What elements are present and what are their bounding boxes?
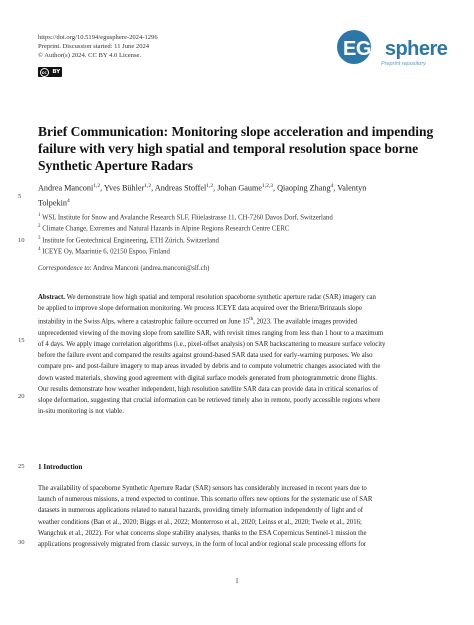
- correspondence: [38, 265, 209, 272]
- intro-line: applications progressively migrated from classic surveys, in the form of local and/or regional scale processing efforts for: [38, 541, 367, 549]
- author-text: , Andreas Stoffel: [151, 183, 207, 193]
- abstract-text: We demonstrate how high spatial and temporal resolution spaceborne synthetic aperture radar (SAR) imagery can: [65, 294, 376, 301]
- cc-by-license-badge[interactable]: [38, 67, 62, 77]
- affiliation-text: WSL Institute for Snow and Avalanche Research SLF, Flüelastrasse 11, CH-7260 Davos Dorf, Switzerland: [42, 214, 333, 222]
- logo-wordmark: [343, 38, 447, 61]
- author-text: , Qiaoping Zhang: [273, 183, 331, 193]
- header-metadata: [38, 33, 158, 61]
- affiliation-item: [38, 234, 333, 245]
- author-text: Tolpekin: [38, 198, 67, 208]
- introduction-body: [38, 483, 440, 550]
- affiliation-text: Climate Change, Extremes and Natural Hazards in Alpine Regions Research Centre CERC: [42, 225, 290, 233]
- ordinal-sup: th: [249, 317, 254, 323]
- intro-line: launch of numerous missions, a trend expected to continue. This scenario offers new options for the systematic use of SAR: [38, 496, 373, 504]
- affiliation-sup: 2: [38, 224, 41, 230]
- abstract-line: before the failure event and compared the results against ground-based SAR data used for early-warning purposes. We also: [38, 352, 373, 360]
- intro-line: The availability of spaceborne Synthetic Aperture Radar (SAR) sensors has considerably increased in recent years due to: [38, 485, 367, 492]
- intro-line: Wangchuk et al., 2022). For what concerns slope stability analyses, thanks to the ESA Copernicus Sentinel-1 mission the: [38, 529, 367, 537]
- author-text: Andrea Manconi: [38, 183, 94, 193]
- abstract-line: be applied to improve slope deformation monitoring. We process ICEYE data acquired over the Brienz/Brinzauls slope: [38, 305, 362, 313]
- correspondence-label: Correspondence to: [38, 265, 90, 272]
- affiliation-list: [38, 211, 333, 257]
- abstract-line: unprecedented viewing of the moving slope from satellite SAR, with revisit times ranging from less than 1 hour to a maximum: [38, 329, 384, 337]
- affiliation-sup: 1,2: [93, 183, 101, 189]
- abstract-line: [38, 292, 440, 303]
- abstract-text: instability in the Swiss Alps, where a catastrophic failure occurred on June 15: [38, 318, 250, 326]
- logo-tagline: Preprint repository: [381, 61, 426, 67]
- affiliation-item: [38, 245, 333, 256]
- abstract-line: in-situ monitoring is not viable.: [38, 408, 124, 416]
- section-heading: [38, 463, 82, 471]
- abstract-text: , 2023. The available images provided: [253, 318, 357, 326]
- cc-icon: cc: [40, 68, 49, 77]
- affiliation-sup: 4: [38, 247, 41, 253]
- egusphere-logo: [337, 30, 448, 72]
- abstract-line: slope deformation, suggesting that crucial information can be retrieved timely also in remote, poorly accessible regions where: [38, 397, 381, 405]
- intro-line: weather conditions (Ban et al., 2020; Biggs et al., 2022; Monterroso et al., 2020; Leinss et al., 2020; Twele et al., 2016;: [38, 518, 362, 526]
- affiliation-item: [38, 222, 333, 233]
- abstract-line: down wasted materials, showing good agreement with digital surface models generated from photogrammetric drone flights.: [38, 374, 377, 382]
- logo-egu: EGU: [343, 38, 385, 60]
- preprint-date: Preprint. Discussion started: 11 June 2024: [38, 43, 150, 51]
- author-line-2: [38, 195, 438, 210]
- author-text: , Valentyn: [333, 183, 367, 193]
- doi-link[interactable]: https://doi.org/10.5194/egusphere-2024-1296: [38, 34, 158, 41]
- affiliation-sup: 1,2: [144, 183, 152, 189]
- line-number: 5: [18, 193, 22, 200]
- by-label: BY: [52, 69, 61, 75]
- author-line-1: [38, 180, 438, 195]
- affiliation-text: Institute for Geotechnical Engineering, ETH Zürich, Switzerland: [42, 237, 219, 245]
- affiliation-item: [38, 211, 333, 222]
- affiliation-sup: 4: [330, 183, 334, 189]
- line-number: 20: [18, 393, 25, 400]
- author-text: , Johan Gaume: [213, 183, 263, 193]
- affiliation-sup: 1,2,3: [262, 183, 274, 189]
- abstract: [38, 292, 440, 418]
- line-number: 15: [18, 337, 25, 344]
- section-title: Introduction: [43, 463, 83, 471]
- paper-title: Brief Communication: Monitoring slope acceleration and impending failure with very high spatial and temporal resolution space borne Synthetic Aperture Radars: [38, 124, 434, 173]
- abstract-line: Our results demonstrate how weather independent, high resolution satellite SAR data can provide data in critical scenarios of: [38, 385, 379, 393]
- affiliation-sup: 1: [38, 213, 41, 218]
- abstract-line: of 4 days. We apply image correlation algorithms (i.e., pixel-offset analysis) on SAR backscattering to measure surface velocity: [38, 341, 386, 349]
- intro-line: datasets in numerous applications related to natural hazards, providing timely information independently of light and of: [38, 507, 364, 515]
- logo-sphere: sphere: [384, 38, 448, 60]
- author-list: [38, 180, 438, 209]
- affiliation-sup: 4: [67, 197, 70, 204]
- affiliation-sup: 3: [38, 235, 41, 241]
- line-number: 10: [18, 237, 25, 244]
- abstract-label: Abstract.: [38, 294, 65, 301]
- correspondence-email[interactable]: : Andrea Manconi (andrea.manconi@slf.ch): [89, 265, 210, 272]
- line-number: 25: [18, 463, 25, 470]
- abstract-line: [38, 314, 440, 327]
- page-number: 1: [235, 578, 239, 585]
- line-number: 30: [18, 539, 25, 546]
- abstract-line: compare pre- and post-failure imagery to map areas invaded by debris and to compute volumetric changes associated with the: [38, 363, 381, 371]
- affiliation-text: ICEYE Oy, Maarintie 6, 02150 Espoo, Finland: [42, 248, 170, 256]
- copyright-line: © Author(s) 2024. CC BY 4.0 License.: [38, 52, 142, 60]
- author-text: , Yves Bühler: [100, 183, 145, 193]
- affiliation-sup: 1,2: [206, 183, 214, 189]
- section-number: 1: [38, 463, 42, 471]
